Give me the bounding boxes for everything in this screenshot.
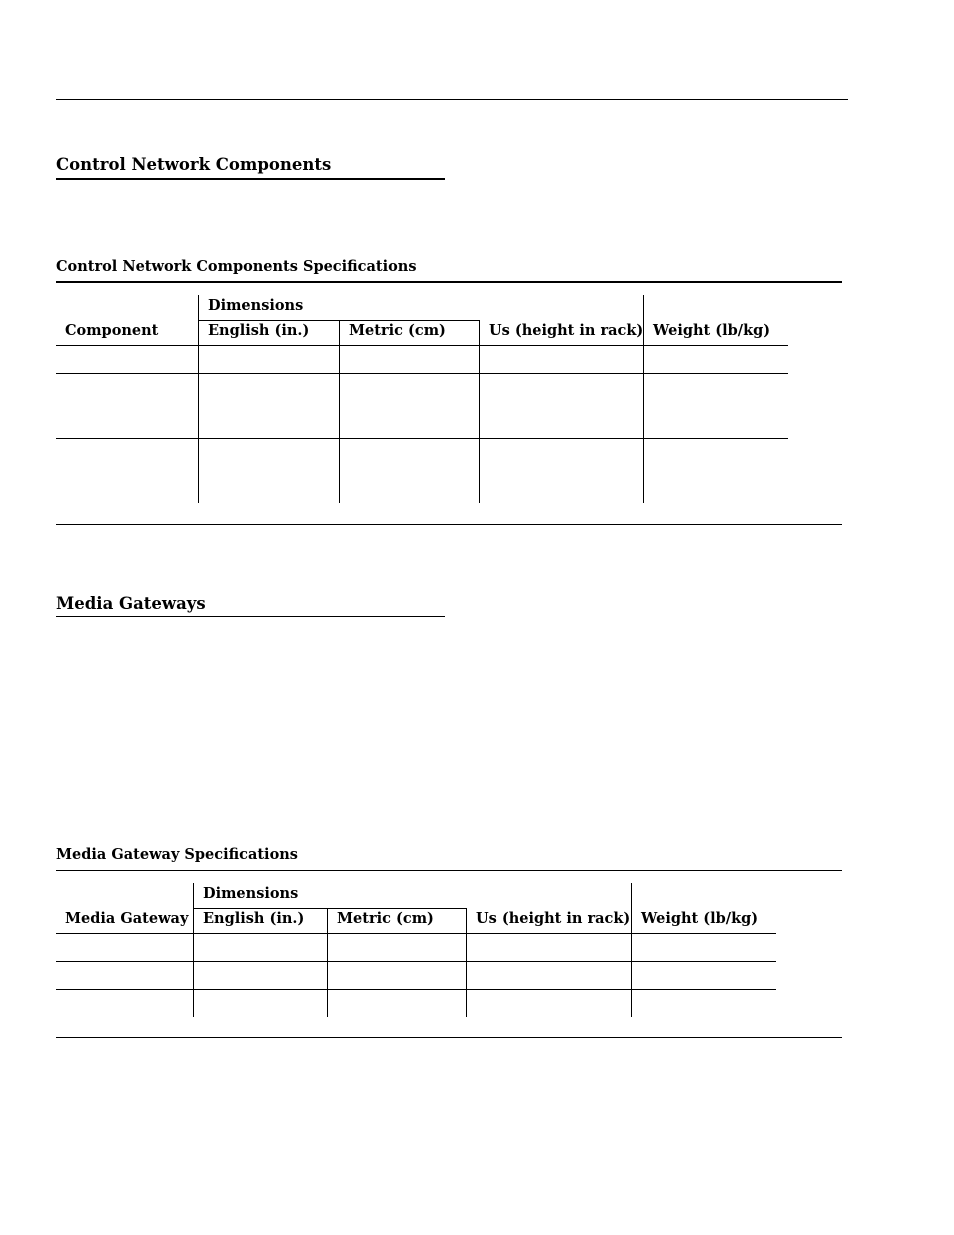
- table-col-divider: [198, 295, 199, 503]
- table-caption-control-network: Control Network Components Specifications: [56, 258, 417, 275]
- column-header-metric: Metric (cm): [337, 910, 434, 927]
- dimensions-group-header: Dimensions: [203, 885, 299, 902]
- section-heading-underline: [56, 616, 445, 617]
- table-header-rule: [56, 345, 788, 346]
- table-row-rule: [56, 989, 776, 990]
- column-header-metric: Metric (cm): [349, 322, 446, 339]
- section-heading-underline: [56, 178, 445, 180]
- column-header-us: Us (height in rack): [476, 910, 631, 927]
- table-top-rule: [56, 870, 842, 871]
- section-heading-media-gateways: Media Gateways: [56, 594, 206, 613]
- column-header-component: Component: [65, 322, 159, 339]
- column-header-english: English (in.): [203, 910, 305, 927]
- column-header-media-gateway: Media Gateway: [65, 910, 189, 927]
- table-col-divider: [479, 320, 480, 503]
- dimensions-group-rule: [193, 908, 466, 909]
- table-col-divider: [631, 883, 632, 1017]
- dimensions-group-header: Dimensions: [208, 297, 304, 314]
- table-col-divider: [327, 908, 328, 1017]
- column-header-us: Us (height in rack): [489, 322, 644, 339]
- table-row-rule: [56, 961, 776, 962]
- table-top-rule: [56, 281, 842, 283]
- column-header-weight: Weight (lb/kg): [641, 910, 759, 927]
- table-col-divider: [193, 883, 194, 1017]
- table-col-divider: [466, 908, 467, 1017]
- column-header-english: English (in.): [208, 322, 310, 339]
- page-top-rule: [56, 99, 848, 100]
- table-col-divider: [339, 320, 340, 503]
- table-row-rule: [56, 438, 788, 439]
- column-header-weight: Weight (lb/kg): [653, 322, 771, 339]
- table-row-rule: [56, 373, 788, 374]
- table-bottom-rule: [56, 1037, 842, 1038]
- table-header-rule: [56, 933, 776, 934]
- dimensions-group-rule: [198, 320, 479, 321]
- table-caption-media-gateway: Media Gateway Specifications: [56, 846, 298, 863]
- table-bottom-rule: [56, 524, 842, 525]
- section-heading-control-network: Control Network Components: [56, 155, 332, 174]
